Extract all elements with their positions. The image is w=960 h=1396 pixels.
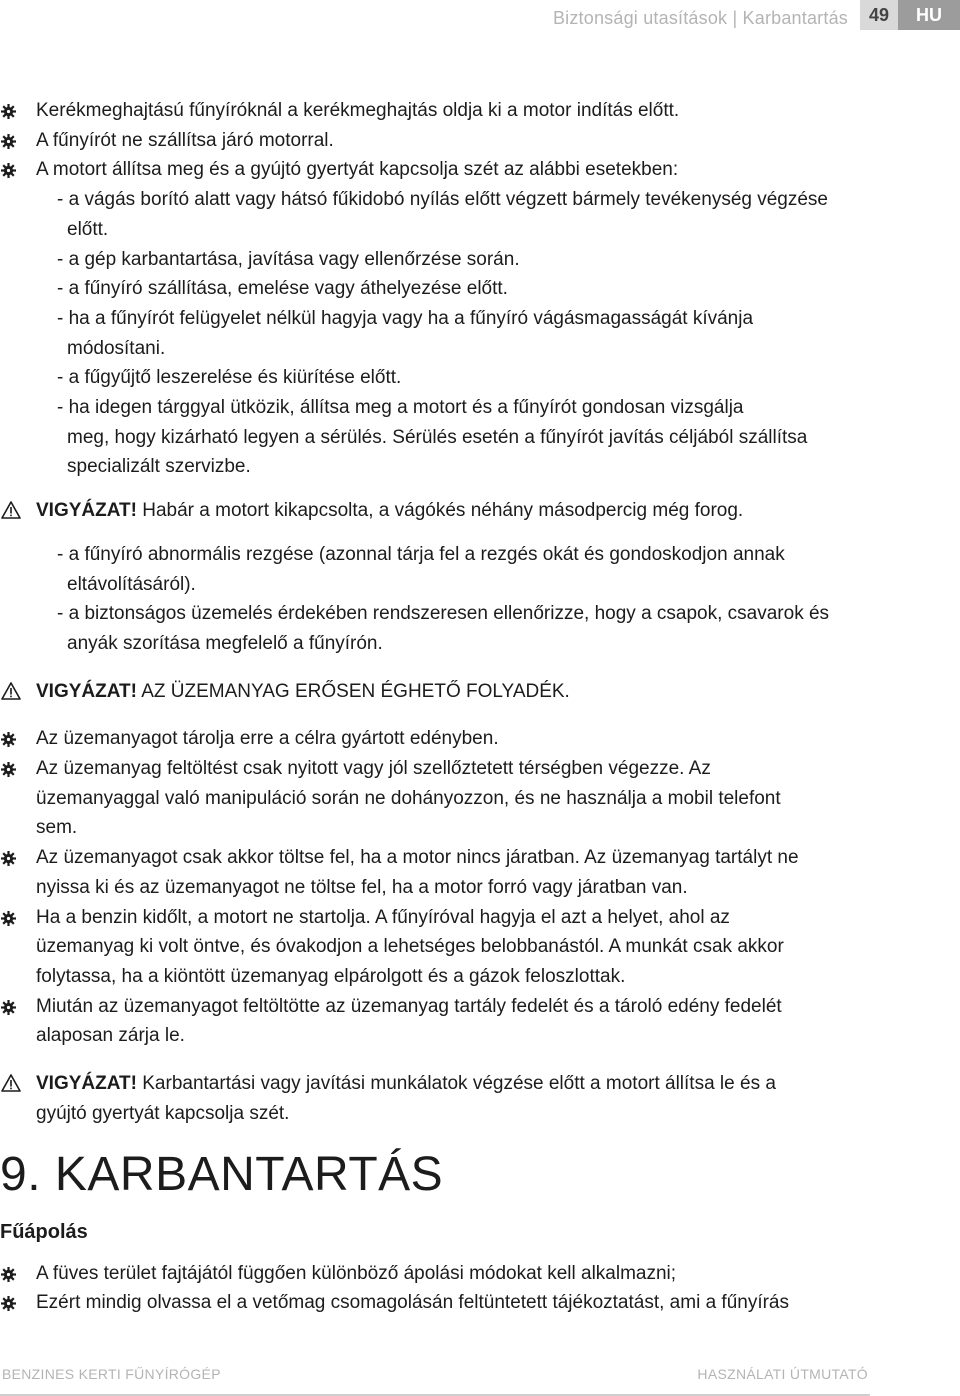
sub-item-continuation: meg, hogy kizárható legyen a sérülés. Sérülés esetén a fűnyírót javítás céljából szállítsa <box>67 426 808 448</box>
gear-bullet-icon <box>0 155 36 185</box>
gear-bullet-icon <box>0 724 36 754</box>
gear-bullet-icon <box>0 992 36 1022</box>
header-section-title: Biztonsági utasítások | Karbantartás <box>552 8 848 28</box>
list-item-text: folytassa, ha a kiöntött üzemanyag elpárolgott és a gázok feloszlottak. <box>36 965 626 987</box>
page-header <box>0 4 960 34</box>
language-badge: HU <box>898 0 960 30</box>
list-item <box>0 754 870 843</box>
sub-item-continuation: előtt. <box>67 218 109 240</box>
list-item <box>0 1259 870 1289</box>
sub-item-text: - ha a fűnyírót felügyelet nélkül hagyja vagy ha a fűnyíró vágásmagasságát kívánja <box>57 307 754 329</box>
list-item-text: A füves terület fajtájától függően különböző ápolási módokat kell alkalmazni; <box>36 1262 677 1284</box>
sub-item-text: - a fűnyíró abnormális rezgése (azonnal tárja fel a rezgés okát és gondoskodjon annak <box>57 543 785 565</box>
spacer <box>0 659 870 677</box>
warning-text-continuation: gyújtó gyertyát kapcsolja szét. <box>36 1102 290 1124</box>
sub-item-text: - a vágás borító alatt vagy hátsó fűkidobó nyílás előtt végzett bármely tevékenység végzése <box>57 189 828 211</box>
section-title: 9. KARBANTARTÁS <box>0 1147 444 1201</box>
footer-product-name: BENZINES KERTI FŰNYÍRÓGÉP <box>2 1366 221 1382</box>
warning-triangle-icon <box>0 1069 36 1099</box>
sub-item-continuation: módosítani. <box>67 337 166 359</box>
page-footer <box>0 1366 870 1396</box>
list-item-text: üzemanyag ki volt öntve, és óvakodjon a lehetséges belobbanástól. A munkát csak akkor <box>36 936 784 958</box>
warning-line <box>0 496 870 526</box>
sub-item-text: - a fűgyűjtő leszerelése és kiürítése előtt. <box>57 367 402 389</box>
gear-bullet-icon <box>0 126 36 156</box>
list-item-text: A fűnyírót ne szállítsa járó motorral. <box>36 129 334 151</box>
list-item-text: Miután az üzemanyagot feltöltötte az üzemanyag tartály fedelét és a tároló edény fedelét <box>36 995 782 1017</box>
sub-item-text: - ha idegen tárggyal ütközik, állítsa meg a motort és a fűnyírót gondosan vizsgálja <box>57 397 744 419</box>
list-item-text: sem. <box>36 817 78 839</box>
gear-bullet-icon <box>0 843 36 873</box>
warning-label: VIGYÁZAT! <box>36 1073 137 1095</box>
list-item-text: üzemanyaggal való manipuláció során ne dohányozzon, és ne használja a mobil telefont <box>36 787 781 809</box>
list-item <box>0 1288 870 1318</box>
list-item-text: Ezért mindig olvassa el a vetőmag csomagolásán feltüntetett tájékoztatást, ami a fűnyírás <box>36 1292 789 1314</box>
list-item-text: Kerékmeghajtású fűnyíróknál a kerékmeghajtás oldja ki a motor indítás előtt. <box>36 100 680 121</box>
warning-line <box>0 1069 870 1128</box>
list-item-text: alaposan zárja le. <box>36 1025 185 1047</box>
spacer <box>0 482 870 496</box>
list-item <box>0 724 870 754</box>
gear-bullet-icon <box>0 1288 36 1318</box>
spacer <box>0 1051 870 1069</box>
list-item-text: Az üzemanyagot csak akkor töltse fel, ha a motor nincs járatban. Az üzemanyag tartályt ne <box>36 847 799 869</box>
spacer <box>0 526 870 540</box>
warning-triangle-icon <box>0 677 36 707</box>
warning-text: AZ ÜZEMANYAG ERŐSEN ÉGHETŐ FOLYADÉK. <box>136 680 570 702</box>
warning-line <box>0 677 870 707</box>
gear-bullet-icon <box>0 96 36 126</box>
warning-label: VIGYÁZAT! <box>36 500 137 522</box>
list-item <box>0 843 870 902</box>
list-item-text: Az üzemanyagot tárolja erre a célra gyártott edényben. <box>36 728 499 750</box>
page-number: 49 <box>860 0 898 30</box>
warning-text: Habár a motort kikapcsolta, a vágókés néhány másodpercig még forog. <box>136 500 744 522</box>
sub-item-text: - a fűnyíró szállítása, emelése vagy áthelyezése előtt. <box>57 278 508 300</box>
section-subtitle: Fűápolás <box>0 1220 88 1243</box>
sub-item-text: - a biztonságos üzemelés érdekében rendszeresen ellenőrizze, hogy a csapok, csavarok és <box>57 603 830 625</box>
list-item <box>0 155 870 185</box>
list-item-text: Az üzemanyag feltöltést csak nyitott vagy jól szellőztetett térségben végezze. Az <box>36 758 711 780</box>
gear-bullet-icon <box>0 903 36 933</box>
list-item-text: A motort állítsa meg és a gyújtó gyertyát kapcsolja szét az alábbi esetekben: <box>36 159 679 181</box>
warning-label: VIGYÁZAT! <box>36 680 137 702</box>
footer-manual-name: HASZNÁLATI ÚTMUTATÓ <box>697 1366 868 1382</box>
list-item <box>0 992 870 1051</box>
sub-item-text: - a gép karbantartása, javítása vagy ellenőrzése során. <box>57 248 520 270</box>
sub-item-continuation: specializált szervizbe. <box>67 456 251 478</box>
list-item-text: Ha a benzin kidőlt, a motort ne startolja. A fűnyíróval hagyja el azt a helyet, ahol az <box>36 906 730 928</box>
document-body <box>0 96 870 1318</box>
gear-bullet-icon <box>0 754 36 784</box>
sub-item-continuation: eltávolításáról). <box>67 573 196 595</box>
list-item-text: nyissa ki és az üzemanyagot ne töltse fel, ha a motor forró vagy járatban van. <box>36 876 688 898</box>
sub-item-continuation: anyák szorítása megfelelő a fűnyírón. <box>67 632 383 654</box>
list-item <box>0 126 870 156</box>
warning-triangle-icon <box>0 496 36 526</box>
gear-bullet-icon <box>0 1259 36 1289</box>
list-item <box>0 903 870 992</box>
warning-text: Karbantartási vagy javítási munkálatok végzése előtt a motort állítsa le és a <box>136 1073 776 1095</box>
list-item <box>0 96 870 126</box>
spacer <box>0 706 870 724</box>
